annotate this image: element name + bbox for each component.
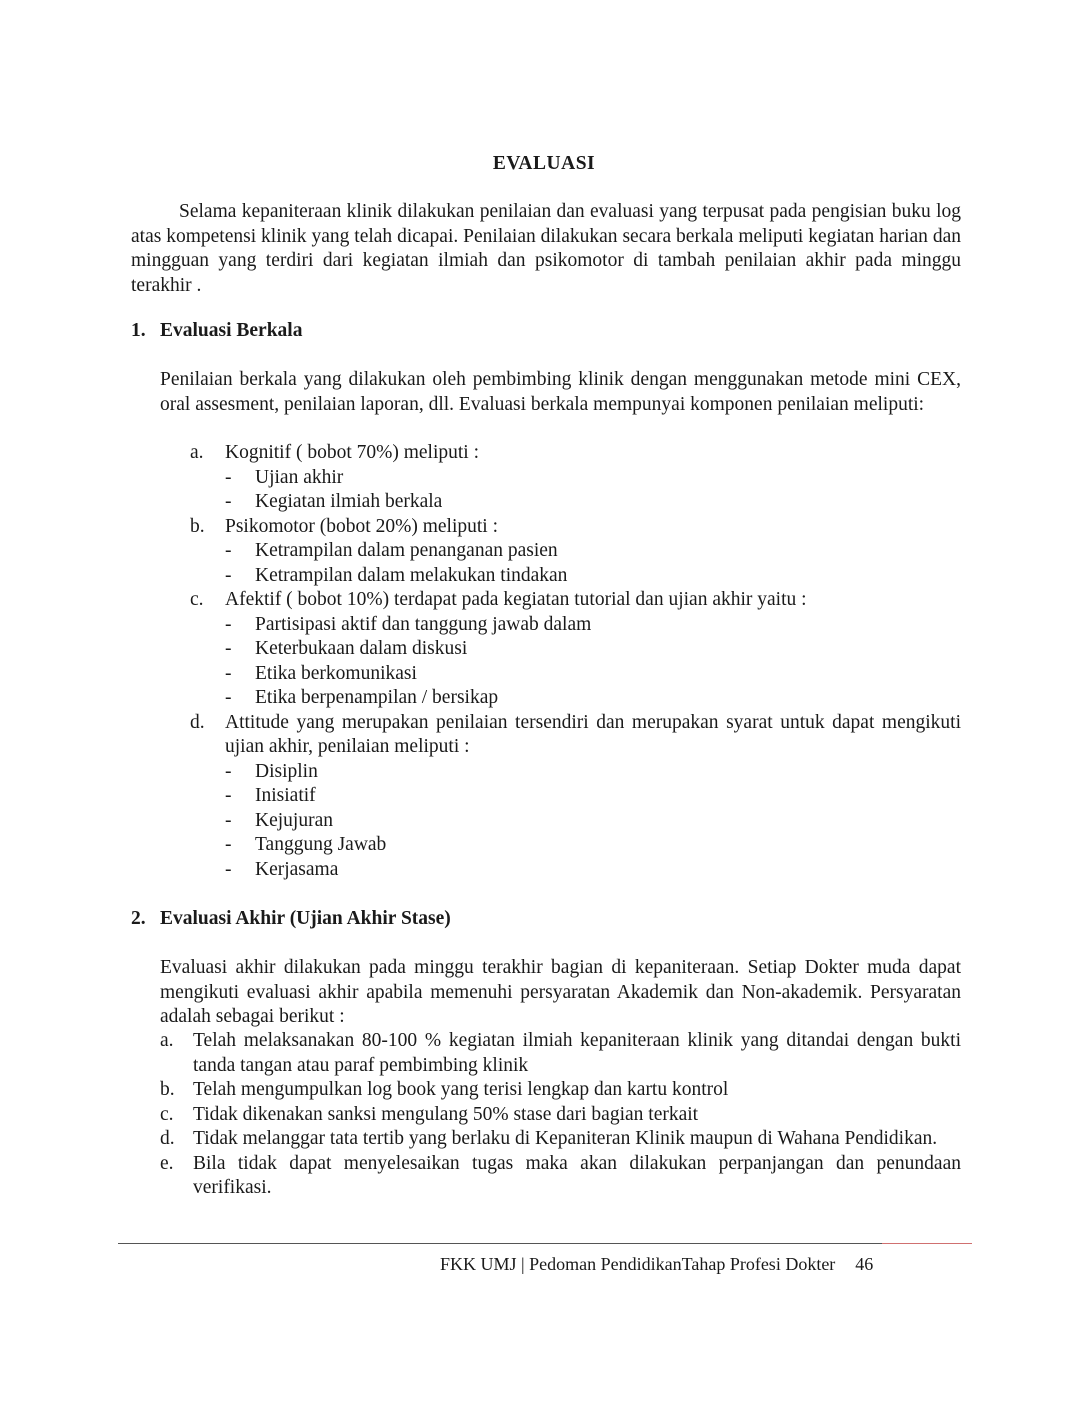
sub-list-item [225, 809, 961, 834]
intro-paragraph: Selama kepaniteraan klinik dilakukan penilaian dan evaluasi yang terpusat pada pengisian buku log atas kompetensi klinik yang telah dicapai. Penilaian dilakukan secara berkala meliputi kegiatan harian dan mingguan yang terdiri dari kegiatan ilmiah dan psikomotor di tambah penilaian akhir pada minggu terakhir . [131, 201, 961, 296]
footer-divider-accent [882, 1243, 972, 1244]
sub-list-item [225, 637, 961, 662]
sub-list-item [225, 686, 961, 711]
list-item-c [190, 588, 961, 613]
section-2-number: 2. [131, 908, 146, 929]
list-item-a [160, 1029, 961, 1078]
section-1-heading [131, 319, 302, 344]
footer-divider [118, 1243, 972, 1244]
sub-item-text: Kegiatan ilmiah berkala [255, 491, 443, 512]
sub-list-item [225, 760, 961, 785]
list-item-text: Telah mengumpulkan log book yang terisi lengkap dan kartu kontrol [193, 1079, 729, 1100]
footer-text: FKK UMJ | Pedoman PendidikanTahap Profesi Dokter [440, 1254, 836, 1274]
list-item-b [190, 515, 961, 540]
list-item-text: Kognitif ( bobot 70%) meliputi : [225, 442, 480, 463]
section-2-list [160, 1029, 961, 1201]
section-2-paragraph: Evaluasi akhir dilakukan pada minggu terakhir bagian di kepaniteraan. Setiap Dokter muda dapat mengikuti evaluasi akhir apabila memenuhi persyaratan Akademik dan Non-akademik. Persyaratan adalah sebagai berikut : [160, 957, 961, 1027]
list-item-c [160, 1103, 961, 1128]
list-marker: c. [190, 589, 204, 610]
sub-list-item [225, 833, 961, 858]
list-marker: e. [160, 1152, 174, 1174]
list-item-text: Tidak dikenakan sanksi mengulang 50% stase dari bagian terkait [193, 1103, 699, 1125]
dash-marker: - [225, 466, 232, 488]
list-item-d [190, 711, 961, 760]
dash-marker: - [225, 834, 232, 855]
sub-list [190, 466, 961, 515]
dash-marker: - [225, 564, 232, 586]
sub-list [190, 760, 961, 883]
sub-item-text: Partisipasi aktif dan tanggung jawab dalam [255, 613, 592, 635]
list-item-text: Tidak melanggar tata tertib yang berlaku di Kepaniteran Klinik maupun di Wahana Pendidikan. [193, 1128, 938, 1149]
sub-list-item [225, 613, 961, 638]
page-footer [440, 1252, 873, 1277]
list-item-e [160, 1152, 961, 1201]
sub-list-item [225, 784, 961, 809]
sub-list-item [225, 539, 961, 564]
dash-marker: - [225, 662, 232, 684]
dash-marker: - [225, 613, 232, 635]
list-marker: b. [190, 515, 205, 537]
list-item-a [190, 441, 961, 466]
dash-marker: - [225, 809, 232, 831]
sub-list-item [225, 490, 961, 515]
sub-list-item [225, 858, 961, 883]
list-marker: d. [190, 711, 205, 733]
list-item-b [160, 1078, 961, 1103]
sub-list [190, 539, 961, 588]
dash-marker: - [225, 491, 232, 512]
section-1-number: 1. [131, 320, 146, 341]
sub-item-text: Kerjasama [255, 858, 339, 880]
section-2-title: Evaluasi Akhir (Ujian Akhir Stase) [160, 908, 451, 929]
sub-item-text: Ketrampilan dalam penanganan pasien [255, 540, 558, 561]
sub-list [190, 613, 961, 711]
list-marker: d. [160, 1128, 175, 1149]
section-2-heading [131, 907, 451, 932]
list-marker: c. [160, 1103, 174, 1125]
sub-list-item [225, 662, 961, 687]
list-item-text: Telah melaksanakan 80-100 % kegiatan ilmiah kepaniteraan klinik yang ditandai dengan bukti tanda tangan atau paraf pembimbing klinik [193, 1030, 961, 1076]
dash-marker: - [225, 638, 232, 659]
page-title: EVALUASI [492, 153, 596, 174]
dash-marker: - [225, 540, 232, 561]
section-1-title: Evaluasi Berkala [160, 320, 303, 341]
list-marker: a. [160, 1030, 174, 1051]
sub-item-text: Etika berpenampilan / bersikap [255, 687, 499, 708]
section-1-list [190, 441, 961, 882]
list-item-text: Psikomotor (bobot 20%) meliputi : [225, 515, 498, 537]
sub-item-text: Kejujuran [255, 809, 333, 831]
sub-item-text: Etika berkomunikasi [255, 662, 417, 684]
list-marker: a. [190, 442, 204, 463]
list-item-text: Afektif ( bobot 10%) terdapat pada kegiatan tutorial dan ujian akhir yaitu : [225, 589, 807, 610]
list-item-d [160, 1127, 961, 1152]
dash-marker: - [225, 687, 232, 708]
sub-item-text: Disiplin [255, 760, 318, 782]
list-marker: b. [160, 1079, 175, 1100]
dash-marker: - [225, 858, 232, 880]
list-item-text: Bila tidak dapat menyelesaikan tugas maka akan dilakukan perpanjangan dan penundaan verifikasi. [193, 1152, 961, 1198]
section-1-paragraph: Penilaian berkala yang dilakukan oleh pembimbing klinik dengan menggunakan metode mini CEX, oral assesment, penilaian laporan, dll. Evaluasi berkala mempunyai komponen penilaian meliputi: [160, 369, 961, 415]
sub-list-item [225, 564, 961, 589]
sub-item-text: Tanggung Jawab [255, 834, 387, 855]
sub-item-text: Ketrampilan dalam melakukan tindakan [255, 564, 568, 586]
list-item-text: Attitude yang merupakan penilaian tersendiri dan merupakan syarat untuk dapat mengikuti ujian akhir, penilaian meliputi : [225, 711, 961, 757]
sub-item-text: Ujian akhir [255, 466, 344, 488]
sub-item-text: Keterbukaan dalam diskusi [255, 638, 468, 659]
dash-marker: - [225, 760, 232, 782]
sub-list-item [225, 466, 961, 491]
dash-marker: - [225, 785, 232, 806]
sub-item-text: Inisiatif [255, 785, 316, 806]
page-number: 46 [855, 1254, 874, 1274]
